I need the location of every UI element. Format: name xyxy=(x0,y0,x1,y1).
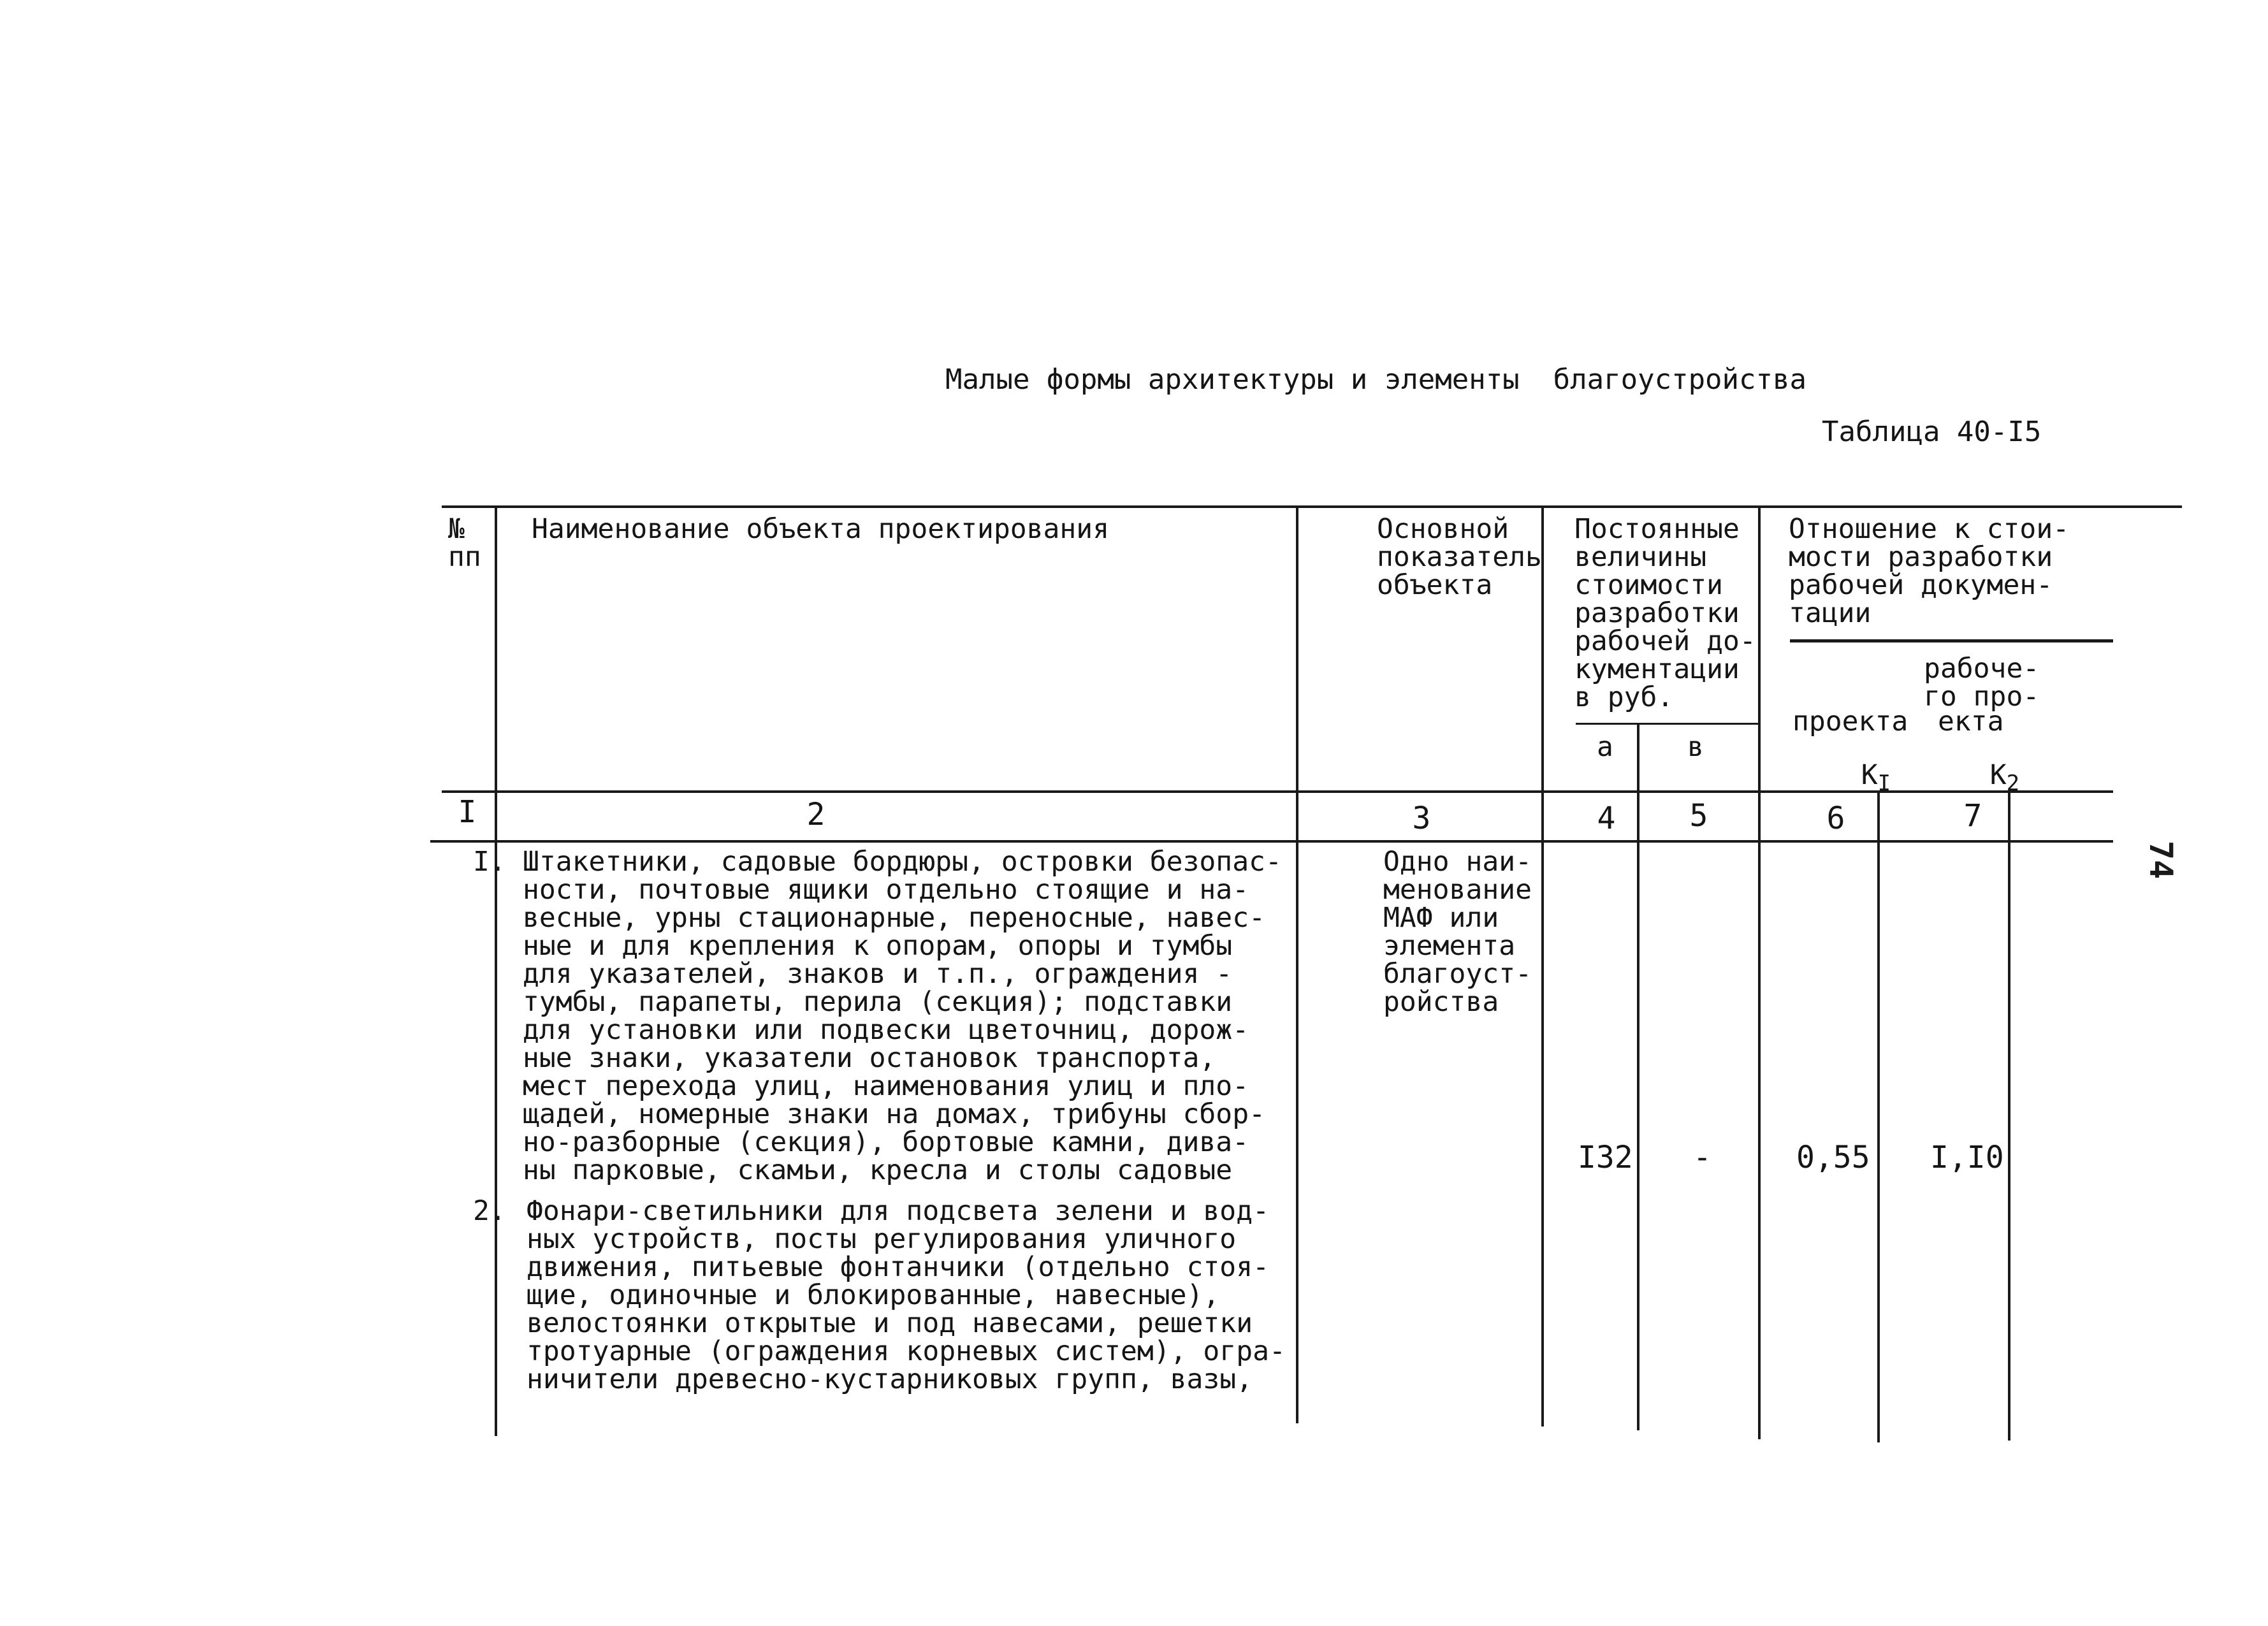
k1-subscript: I xyxy=(1877,771,1891,796)
header-k1 xyxy=(1828,733,1891,797)
header-col-k2-label-end: екта xyxy=(1938,706,2004,737)
col-divider-2 xyxy=(1296,505,1298,1423)
subheader-line-67 xyxy=(1790,639,2113,642)
k2-symbol: К xyxy=(1989,759,2007,791)
subheader-line-45 xyxy=(1576,723,1761,725)
header-col-ratio: Отношение к стои- мости разработки рабочей докумен- тации xyxy=(1789,513,2070,629)
row-1-indicator: Одно наи- менование МАФ или элемента благоуст- ройства xyxy=(1383,846,1532,1018)
row-1-value-a: I32 xyxy=(1578,1140,1633,1175)
header-col-name: Наименование объекта проектирования xyxy=(532,513,1110,545)
header-col-b: в xyxy=(1687,731,1704,763)
col-divider-1 xyxy=(495,505,497,1436)
header-col-k2-label: рабоче- го про- xyxy=(1924,653,2040,713)
header-k2 xyxy=(1957,733,2019,797)
table-top-border xyxy=(442,505,2182,508)
header-col-k1-label: проекта xyxy=(1792,706,1908,737)
column-number-3: 3 xyxy=(1412,801,1431,836)
header-col-a: а xyxy=(1597,731,1613,763)
col-divider-7 xyxy=(2008,790,2010,1441)
column-number-1: I xyxy=(458,794,477,830)
header-col-number: № пп xyxy=(448,513,481,573)
row-1-value-k1: 0,55 xyxy=(1796,1140,1870,1175)
column-number-7: 7 xyxy=(1963,798,1982,834)
column-number-6: 6 xyxy=(1826,801,1845,836)
column-number-2: 2 xyxy=(806,797,825,832)
header-col-constants: Постоянные величины стоимости разработки рабочей до- кументации в руб. xyxy=(1574,513,1756,713)
col-divider-5 xyxy=(1758,505,1761,1439)
table-label: Таблица 40-I5 xyxy=(1822,416,2042,448)
document-title: Малые формы архитектуры и элементы благоустройства xyxy=(945,363,1807,396)
row-2-number: 2. xyxy=(473,1195,506,1227)
page-number: 74 xyxy=(2142,840,2180,880)
col-divider-3 xyxy=(1541,505,1544,1426)
row-1-value-b: - xyxy=(1693,1140,1712,1175)
colnum-bottom-border xyxy=(430,840,2113,843)
k1-symbol: К xyxy=(1861,759,1878,791)
row-2-name: Фонари-светильники для подсвета зелени и вод- ных устройств, посты регулирования уличного движения, питьевые фонтанчики (отдельно стоя- щие, одиночные и блокированные, навесные), велостоянки открытые и под навесами, решетки тротуарные (ограждения корневых систем), огра- ничители древесно-кустарниковых групп, вазы, xyxy=(527,1195,1286,1395)
row-1-value-k2: I,I0 xyxy=(1930,1140,2004,1175)
row-1-number: I. xyxy=(473,846,506,878)
column-number-4: 4 xyxy=(1597,801,1616,836)
header-col-indicator: Основной показатель объекта xyxy=(1377,513,1542,601)
column-number-5: 5 xyxy=(1689,798,1708,834)
row-1-name: Штакетники, садовые бордюры, островки безопас- ности, почтовые ящики отдельно стоящие и на- весные, урны стационарные, переносные, навес- ные и для крепления к опорам, опоры и тумбы для указателей, знаков и т.п., ограждения - тумбы, парапеты, перила (секция); подставки для установки или подвески цветочниц, дорож- ные знаки, указатели остановок транспорта, мест перехода улиц, наименования улиц и пло- щадей, номерные знаки на домах, трибуны сбор- но-разборные (секция), бортовые камни, дива- ны парковые, скамьи, кресла и столы садовые xyxy=(523,846,1282,1186)
k2-subscript: 2 xyxy=(2006,771,2020,796)
col-divider-6 xyxy=(1877,790,1880,1442)
